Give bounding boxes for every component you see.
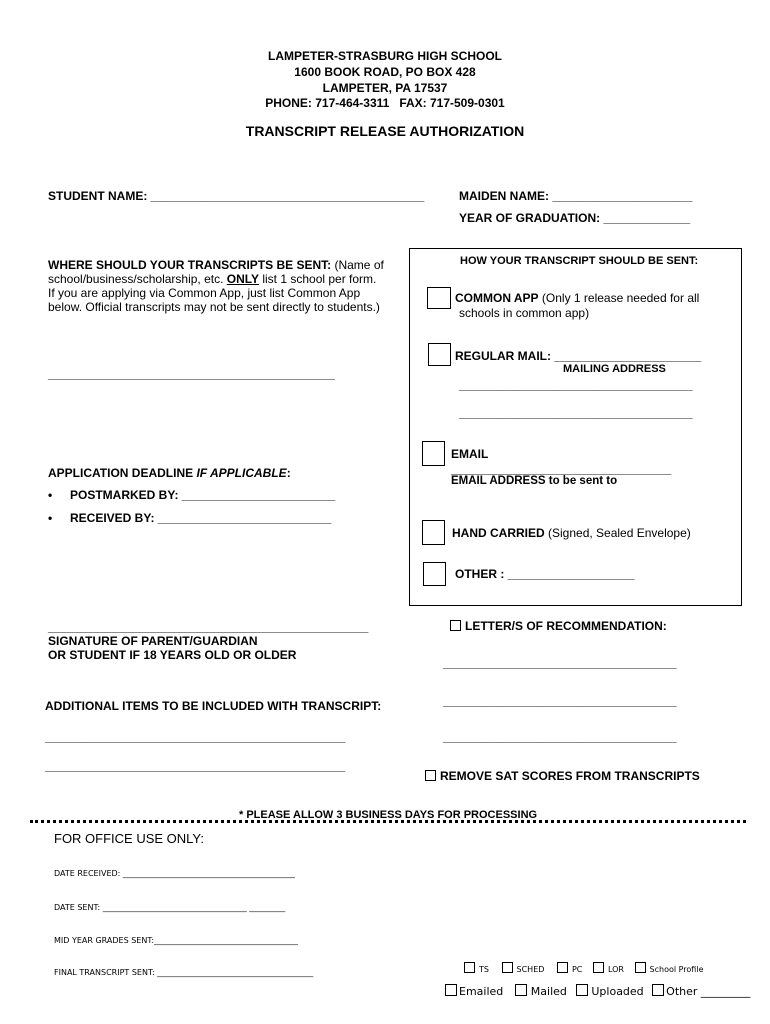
bullet-icon: • xyxy=(48,488,53,502)
email-field[interactable]: _________________________________ xyxy=(451,462,672,476)
maiden-name-field[interactable]: MAIDEN NAME: _____________________ xyxy=(459,189,693,203)
office-use-heading: FOR OFFICE USE ONLY: xyxy=(54,831,205,846)
other-office-checkbox[interactable] xyxy=(652,984,664,996)
postmarked-field[interactable] xyxy=(48,488,335,502)
emailed-option[interactable] xyxy=(445,985,503,998)
received-label: RECEIVED BY: __________________________ xyxy=(70,511,332,525)
sched-label: SCHED xyxy=(516,965,545,974)
office-checks-row1 xyxy=(464,962,704,974)
common-app-rest: (Only 1 release needed for all xyxy=(538,291,700,305)
where-line4: below. Official transcripts may not be sent directly to students.) xyxy=(48,300,380,314)
lor-option[interactable] xyxy=(593,965,624,974)
date-received-field[interactable]: DATE RECEIVED: ___________________________________________ xyxy=(54,869,295,878)
emailed-checkbox[interactable] xyxy=(445,984,457,996)
hand-carried-bold: HAND CARRIED xyxy=(452,526,545,540)
deadline-label-post: : xyxy=(286,466,291,480)
office-divider xyxy=(30,820,746,823)
school-phone-fax: PHONE: 717-464-3311 FAX: 717-509-0301 xyxy=(265,96,505,110)
recommendation-line2[interactable]: ___________________________________ xyxy=(443,694,677,708)
graduation-year-field[interactable]: YEAR OF GRADUATION: _____________ xyxy=(459,211,691,225)
other-field[interactable]: OTHER : ___________________ xyxy=(455,567,635,581)
lor-checkbox[interactable] xyxy=(593,962,604,973)
office-checks-row2 xyxy=(445,984,750,998)
delivery-heading: HOW YOUR TRANSCRIPT SHOULD BE SENT: xyxy=(460,255,699,267)
uploaded-option[interactable] xyxy=(576,985,643,998)
only-emphasis: ONLY xyxy=(226,272,259,286)
destination-field[interactable]: ___________________________________________ xyxy=(48,367,335,381)
deadline-label-pre: APPLICATION DEADLINE xyxy=(48,466,197,480)
hand-carried-rest: (Signed, Sealed Envelope) xyxy=(544,526,691,540)
where-heading: WHERE SHOULD YOUR TRANSCRIPTS BE SENT: xyxy=(48,258,332,272)
processing-note: * PLEASE ALLOW 3 BUSINESS DAYS FOR PROCESSING xyxy=(239,809,538,821)
final-transcript-field[interactable]: FINAL TRANSCRIPT SENT: _______________________________________ xyxy=(54,968,314,977)
hand-carried-checkbox[interactable] xyxy=(422,520,445,545)
pc-checkbox[interactable] xyxy=(557,962,568,973)
where-line1 xyxy=(48,258,384,272)
received-field[interactable] xyxy=(48,511,331,525)
recommendation-line1[interactable]: ___________________________________ xyxy=(443,656,677,670)
remove-sat-checkbox[interactable] xyxy=(425,770,436,781)
mailing-address-line2[interactable]: ___________________________________ xyxy=(459,406,693,420)
recommendation-option[interactable] xyxy=(450,619,667,633)
date-sent-field[interactable]: DATE SENT: ____________________________________ _________ xyxy=(54,903,286,912)
school-profile-checkbox[interactable] xyxy=(635,962,646,973)
sched-option[interactable] xyxy=(502,965,545,974)
emailed-label: Emailed xyxy=(459,985,504,998)
common-app-line2: schools in common app) xyxy=(459,306,590,320)
additional-items-line2[interactable]: _____________________________________________ xyxy=(45,759,346,773)
where-line2 xyxy=(48,272,376,286)
uploaded-checkbox[interactable] xyxy=(576,984,588,996)
where-line2-pre: school/business/scholarship, etc. xyxy=(48,272,227,286)
signature-line[interactable]: ________________________________________________ xyxy=(48,620,369,634)
mailed-checkbox[interactable] xyxy=(515,984,527,996)
common-app-bold: COMMON APP xyxy=(455,291,539,305)
common-app-label xyxy=(455,291,699,305)
regular-mail-field[interactable]: REGULAR MAIL: ______________________ xyxy=(455,349,702,363)
school-address-line2: LAMPETER, PA 17537 xyxy=(322,81,448,95)
additional-items-line1[interactable]: _____________________________________________ xyxy=(45,730,346,744)
email-address-label: EMAIL ADDRESS to be sent to xyxy=(451,475,618,487)
signature-label2: OR STUDENT IF 18 YEARS OLD OR OLDER xyxy=(48,648,297,662)
deadline-label xyxy=(48,466,291,480)
bullet-icon: • xyxy=(48,511,53,525)
common-app-checkbox[interactable] xyxy=(427,287,451,309)
ts-option[interactable] xyxy=(464,965,489,974)
recommendation-checkbox[interactable] xyxy=(450,620,461,631)
email-checkbox[interactable] xyxy=(422,441,445,466)
student-name-field[interactable]: STUDENT NAME: _________________________________________ xyxy=(48,189,425,203)
mailing-address-line1[interactable]: ___________________________________ xyxy=(459,378,693,392)
regular-mail-checkbox[interactable] xyxy=(428,343,451,366)
remove-sat-label: REMOVE SAT SCORES FROM TRANSCRIPTS xyxy=(440,769,700,783)
mailed-label: Mailed xyxy=(530,985,567,998)
deadline-label-italic: IF APPLICABLE xyxy=(196,466,287,480)
additional-items-label: ADDITIONAL ITEMS TO BE INCLUDED WITH TRANSCRIPT: xyxy=(45,699,382,713)
pc-option[interactable] xyxy=(557,965,582,974)
remove-sat-option[interactable] xyxy=(425,769,700,783)
hand-carried-label xyxy=(452,526,691,540)
mid-year-grades-field[interactable]: MID YEAR GRADES SENT:____________________________________ xyxy=(54,936,299,945)
mailing-address-label: MAILING ADDRESS xyxy=(563,363,666,375)
postmarked-label: POSTMARKED BY: _______________________ xyxy=(70,488,336,502)
ts-checkbox[interactable] xyxy=(464,962,475,973)
school-profile-label: School Profile xyxy=(649,965,704,974)
mailed-option[interactable] xyxy=(515,985,567,998)
other-office-option[interactable] xyxy=(652,985,750,998)
where-line2-post: list 1 school per form. xyxy=(259,272,377,286)
email-label: EMAIL xyxy=(451,447,489,461)
uploaded-label: Uploaded xyxy=(591,985,644,998)
school-address-line1: 1600 BOOK ROAD, PO BOX 428 xyxy=(294,65,476,79)
form-title: TRANSCRIPT RELEASE AUTHORIZATION xyxy=(245,123,525,139)
recommendation-label: LETTER/S OF RECOMMENDATION: xyxy=(465,619,667,633)
school-name: LAMPETER-STRASBURG HIGH SCHOOL xyxy=(268,49,502,63)
where-line3: If you are applying via Common App, just list Common App xyxy=(48,286,361,300)
signature-label1: SIGNATURE OF PARENT/GUARDIAN xyxy=(48,634,258,648)
sched-checkbox[interactable] xyxy=(502,962,513,973)
recommendation-line3[interactable]: ___________________________________ xyxy=(443,730,677,744)
other-office-label: Other _________ xyxy=(666,985,751,998)
other-checkbox[interactable] xyxy=(423,562,446,586)
school-profile-option[interactable] xyxy=(635,965,704,974)
ts-label: TS xyxy=(479,965,489,974)
lor-label: LOR xyxy=(607,965,624,974)
where-line1-rest: (Name of xyxy=(331,258,384,272)
pc-label: PC xyxy=(571,965,583,974)
